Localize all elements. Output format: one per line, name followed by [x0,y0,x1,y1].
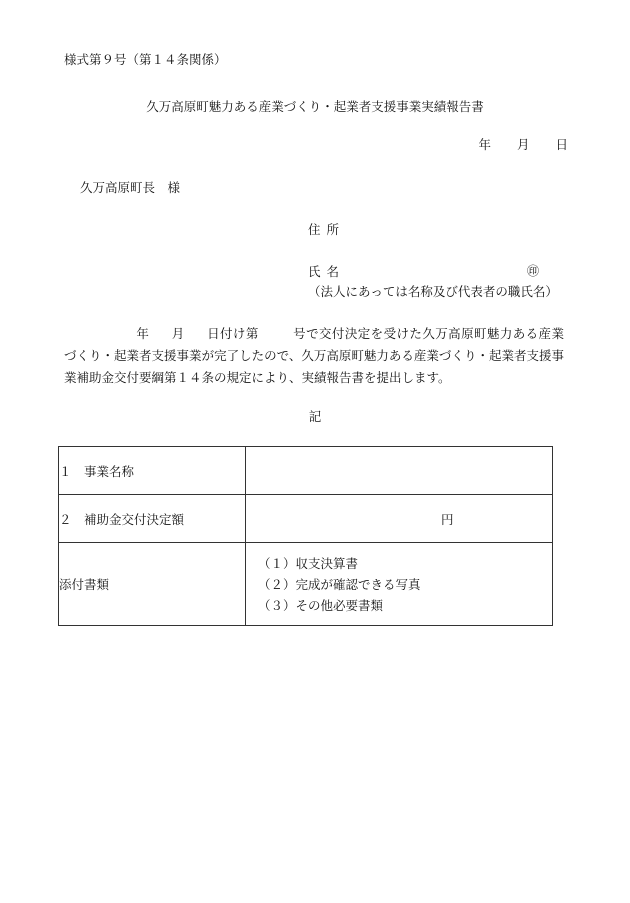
record-mark: 記 [308,409,322,424]
form-number: 様式第９号（第１４条関係） [64,52,227,67]
grant-amount-field[interactable] [246,495,553,543]
date-month-field[interactable]: 月 [516,137,530,152]
table-row [59,495,553,543]
date-year-field[interactable]: 年 [478,137,491,152]
name-note: （法人にあっては名称及び代表者の職氏名） [308,284,558,299]
table-row [59,543,553,626]
seal-mark: ㊞ [527,264,540,278]
attachments-label: 添付書類 [59,543,246,626]
body-year: 年 [136,326,150,341]
grant-amount-label: ２ 補助金交付決定額 [59,495,246,543]
recipient: 久万高原町長 様 [80,180,181,195]
body-month: 月 [171,326,185,341]
attachment-item: （２）完成が確認できる写真 [258,576,421,592]
table-row [59,447,553,495]
date-day-field[interactable]: 日 [555,137,568,152]
report-table [58,446,553,626]
body-date-suffix: 日付け第 [206,326,259,341]
document-title: 久万高原町魅力ある産業づくり・起業者支援事業実績報告書 [146,99,484,114]
attachment-item: （３）その他必要書類 [258,597,384,613]
business-name-field[interactable] [246,447,553,495]
body-text: 号で交付決定を受けた久万高原町魅力ある産業づくり・起業者支援事業が完了したので、久万高原町魅力ある産業づくり・起業者支援事業補助金交付要綱第１４条の規定により、実績報告書を提出します。 [64,326,564,385]
date-line [478,135,568,153]
yen-unit: 円 [441,511,454,527]
attachments-list [246,543,553,626]
body-paragraph [64,323,564,389]
business-name-label: １ 事業名称 [59,447,246,495]
address-label: 住所 [308,222,346,237]
attachment-item: （１）収支決算書 [258,555,359,571]
name-label: 氏名 [308,264,346,279]
